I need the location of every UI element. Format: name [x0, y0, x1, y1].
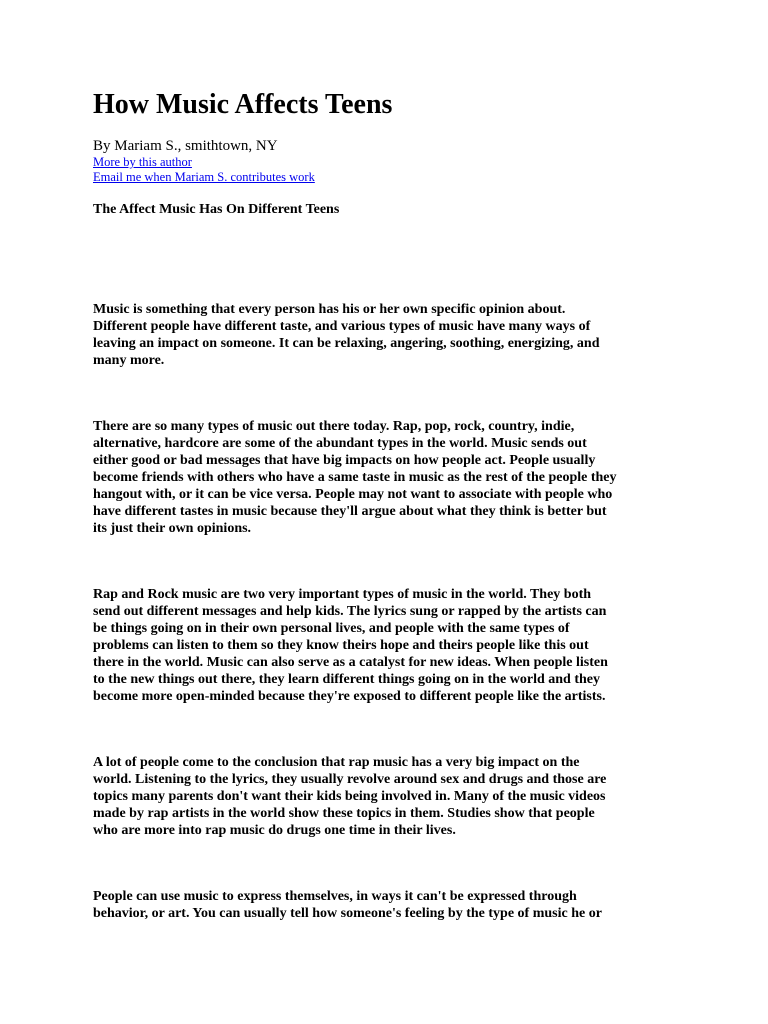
paragraph-line: world. Listening to the lyrics, they usually revolve around sex and drugs and those are	[93, 772, 607, 787]
paragraph-line: behavior, or art. You can usually tell how someone's feeling by the type of music he or	[93, 906, 602, 921]
paragraph-line: Music is something that every person has his or her own specific opinion about.	[93, 302, 566, 317]
paragraph-line: its just their own opinions.	[93, 521, 252, 536]
paragraph-line: topics many parents don't want their kids being involved in. Many of the music videos	[93, 789, 606, 804]
email-notify-link[interactable]: Email me when Mariam S. contributes work	[93, 170, 315, 184]
paragraph-line: send out different messages and help kids. The lyrics sung or rapped by the artists can	[93, 604, 607, 619]
paragraph-line: to the new things out there, they learn different things going on in the world and they	[93, 672, 601, 687]
author-byline: By Mariam S., smithtown, NY	[93, 138, 278, 154]
paragraph-line: many more.	[93, 353, 165, 368]
article-subtitle: The Affect Music Has On Different Teens	[93, 202, 340, 217]
paragraph-line: have different tastes in music because they'll argue about what they think is better but	[93, 504, 607, 519]
paragraph-line: there in the world. Music can also serve as a catalyst for new ideas. When people listen	[93, 655, 608, 670]
paragraph-line: be things going on in their own personal lives, and people with the same types of	[93, 621, 570, 636]
paragraph-line: A lot of people come to the conclusion that rap music has a very big impact on the	[93, 755, 580, 770]
paragraph-line: become more open-minded because they're exposed to different people like the artists.	[93, 689, 606, 704]
paragraph-5	[93, 888, 683, 922]
paragraph-1	[93, 301, 683, 369]
paragraph-2	[93, 418, 683, 537]
paragraph-line: People can use music to express themselves, in ways it can't be expressed through	[93, 889, 577, 904]
paragraph-line: made by rap artists in the world show these topics in them. Studies show that people	[93, 806, 595, 821]
paragraph-line: There are so many types of music out there today. Rap, pop, rock, country, indie,	[93, 419, 575, 434]
paragraph-line: Different people have different taste, and various types of music have many ways of	[93, 319, 591, 334]
paragraph-line: leaving an impact on someone. It can be relaxing, angering, soothing, energizing, and	[93, 336, 600, 351]
more-by-author-link[interactable]: More by this author	[93, 155, 192, 169]
paragraph-line: problems can listen to them so they know theirs hope and theirs people like this out	[93, 638, 589, 653]
paragraph-4	[93, 754, 683, 839]
paragraph-line: become friends with others who have a same taste in music as the rest of the people they	[93, 470, 617, 485]
paragraph-3	[93, 586, 683, 705]
paragraph-line: hangout with, or it can be vice versa. People may not want to associate with people who	[93, 487, 613, 502]
paragraph-line: either good or bad messages that have big impacts on how people act. People usually	[93, 453, 596, 468]
article-title: How Music Affects Teens	[93, 89, 393, 120]
paragraph-line: alternative, hardcore are some of the abundant types in the world. Music sends out	[93, 436, 587, 451]
paragraph-line: who are more into rap music do drugs one time in their lives.	[93, 823, 456, 838]
paragraph-line: Rap and Rock music are two very important types of music in the world. They both	[93, 587, 592, 602]
